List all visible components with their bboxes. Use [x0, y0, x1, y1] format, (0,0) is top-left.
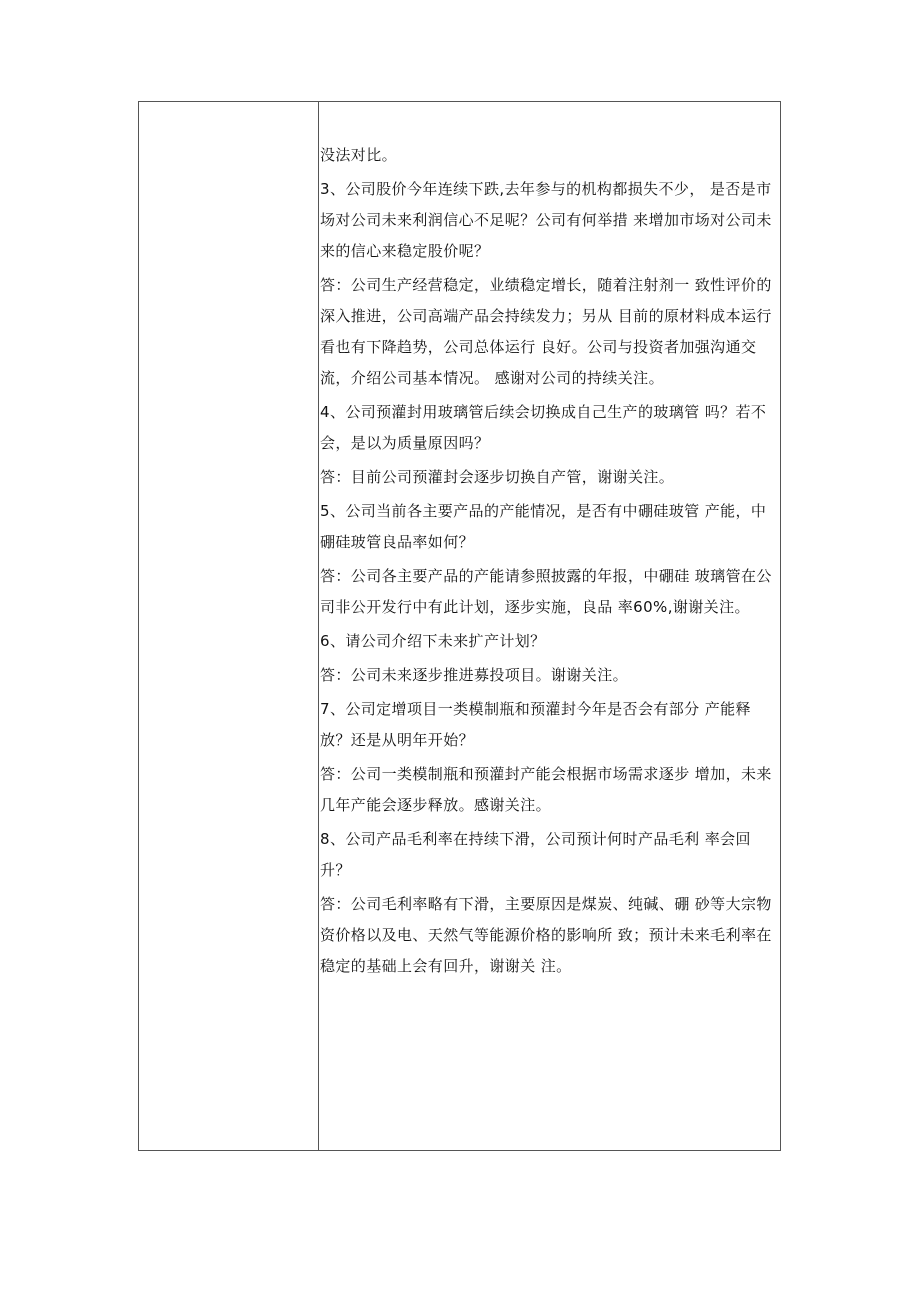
question-3: 3、公司股价今年连续下跌,去年参与的机构都损失不少， 是否是市场对公司未来利润信心不足呢？公司有何举措 来增加市场对公司未来的信心来稳定股价呢？: [320, 180, 772, 260]
question-8: 8、公司产品毛利率在持续下滑，公司预计何时产品毛利 率会回升？: [320, 830, 751, 879]
paragraph-continuation: 没法对比。: [320, 146, 398, 164]
answer-6: 答：公司未来逐步推进募投项目。谢谢关注。: [320, 666, 629, 684]
question-5: 5、公司当前各主要产品的产能情况，是否有中硼硅玻管 产能，中硼硅玻管良品率如何？: [320, 502, 767, 551]
question-7: 7、公司定增项目一类模制瓶和预灌封今年是否会有部分 产能释放？还是从明年开始？: [320, 700, 751, 749]
answer-8: 答：公司毛利率略有下滑，主要原因是煤炭、纯碱、硼 砂等大宗物资价格以及电、天然气等能源价格的影响所 致；预计未来毛利率在稳定的基础上会有回升，谢谢关 注。: [320, 895, 772, 975]
answer-4: 答：目前公司预灌封会逐步切换自产管，谢谢关注。: [320, 468, 675, 486]
question-4: 4、公司预灌封用玻璃管后续会切换成自己生产的玻璃管 吗？若不会，是以为质量原因吗？: [320, 403, 767, 452]
question-6: 6、请公司介绍下未来扩产计划？: [320, 632, 546, 650]
answer-7: 答：公司一类模制瓶和预灌封产能会根据市场需求逐步 增加，未来几年产能会逐步释放。感谢关注。: [320, 765, 772, 814]
answer-3: 答：公司生产经营稳定，业绩稳定增长，随着注射剂一 致性评价的深入推进，公司高端产品会持续发力；另从 目前的原材料成本运行看也有下降趋势，公司总体运行 良好。公司与投资者加强沟通交流，介绍公司基本情况。 感谢对公司的持续关注。: [320, 276, 772, 387]
table-left-cell: [139, 102, 319, 1150]
document-table: [138, 101, 781, 1151]
table-right-cell: [319, 102, 780, 1150]
answer-5: 答：公司各主要产品的产能请参照披露的年报，中硼硅 玻璃管在公司非公开发行中有此计划，逐步实施，良品 率60%,谢谢关注。: [320, 567, 772, 616]
